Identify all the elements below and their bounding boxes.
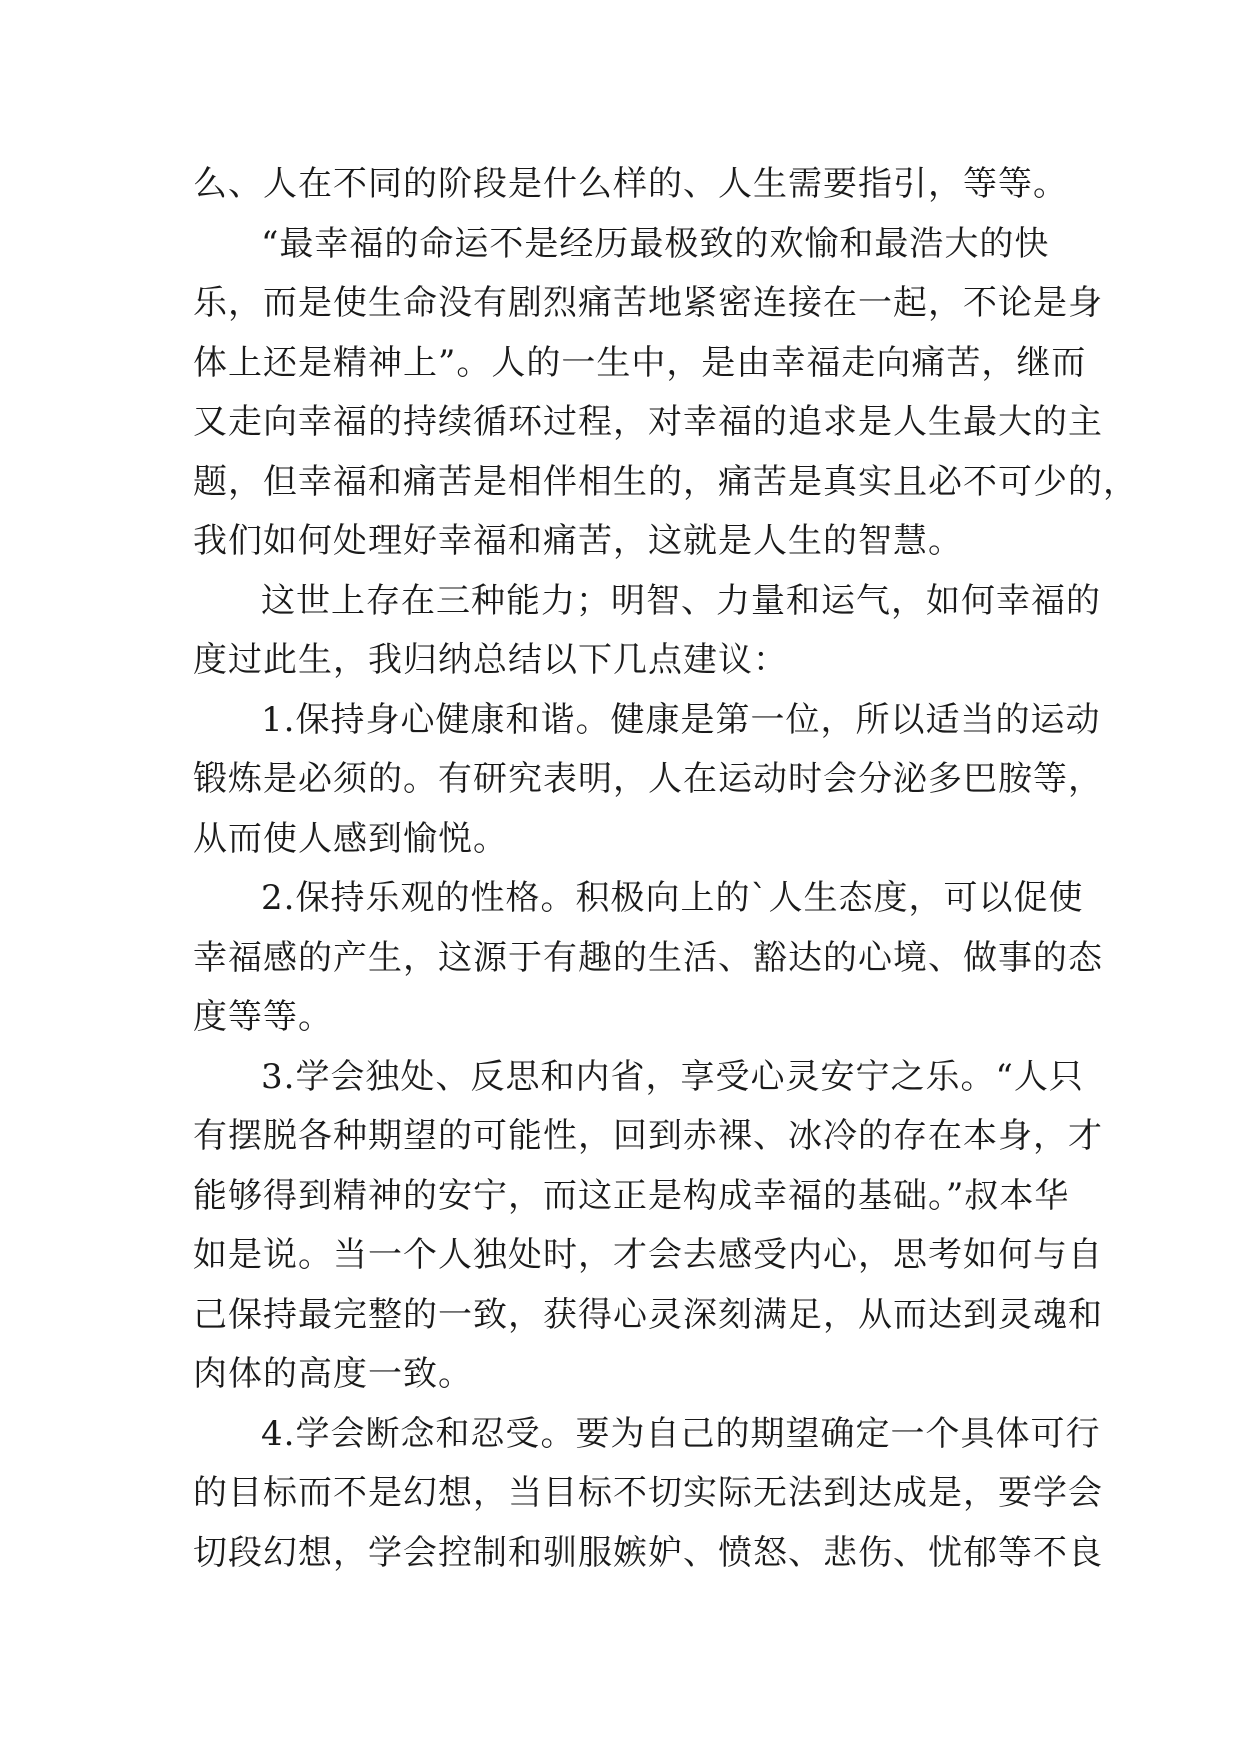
text-line: 有摆脱各种期望的可能性，回到赤裸、冰冷的存在本身，才 <box>193 1116 1103 1156</box>
text-line: 又走向幸福的持续循环过程，对幸福的追求是人生最大的主 <box>193 402 1103 442</box>
text-line: 我们如何处理好幸福和痛苦，这就是人生的智慧。 <box>193 521 963 561</box>
text-line: 1.保持身心健康和谐。健康是第一位，所以适当的运动 <box>261 699 1101 740</box>
text-line: 体上还是精神上”。人的一生中，是由幸福走向痛苦，继而 <box>193 342 1087 383</box>
text-line: 肉体的高度一致。 <box>193 1354 473 1394</box>
text-line: 2.保持乐观的性格。积极向上的`人生态度，可以促使 <box>261 878 1084 918</box>
text-line: 么、人在不同的阶段是什么样的、人生需要指引，等等。 <box>193 164 1068 204</box>
text-line: 切段幻想，学会控制和驯服嫉妒、愤怒、悲伤、忧郁等不良 <box>193 1532 1103 1573</box>
text-line: “最幸福的命运不是经历最极致的欢愉和最浩大的快 <box>261 223 1050 264</box>
text-line: 从而使人感到愉悦。 <box>193 818 508 859</box>
text-line: 能够得到精神的安宁，而这正是构成幸福的基础。”叔本华 <box>193 1175 1070 1216</box>
text-line: 乐，而是使生命没有剧烈痛苦地紧密连接在一起，不论是身 <box>193 283 1103 323</box>
text-line: 题，但幸福和痛苦是相伴相生的，痛苦是真实且必不可少的， <box>193 461 1138 502</box>
text-line: 这世上存在三种能力；明智、力量和运气，如何幸福的 <box>261 580 1101 621</box>
text-line: 的目标而不是幻想，当目标不切实际无法到达成是，要学会 <box>193 1473 1103 1513</box>
text-line: 度过此生，我归纳总结以下几点建议： <box>193 640 788 680</box>
text-line: 4.学会断念和忍受。要为自己的期望确定一个具体可行 <box>261 1413 1101 1454</box>
text-line: 度等等。 <box>193 997 333 1037</box>
text-line: 己保持最完整的一致，获得心灵深刻满足，从而达到灵魂和 <box>193 1294 1103 1335</box>
text-line: 锻炼是必须的。有研究表明，人在运动时会分泌多巴胺等， <box>193 759 1103 799</box>
text-line: 3.学会独处、反思和内省，享受心灵安宁之乐。“人只 <box>261 1056 1084 1097</box>
body-text <box>193 155 1138 1583</box>
text-line: 幸福感的产生，这源于有趣的生活、豁达的心境、做事的态 <box>193 937 1103 978</box>
text-line: 如是说。当一个人独处时，才会去感受内心，思考如何与自 <box>193 1235 1103 1275</box>
